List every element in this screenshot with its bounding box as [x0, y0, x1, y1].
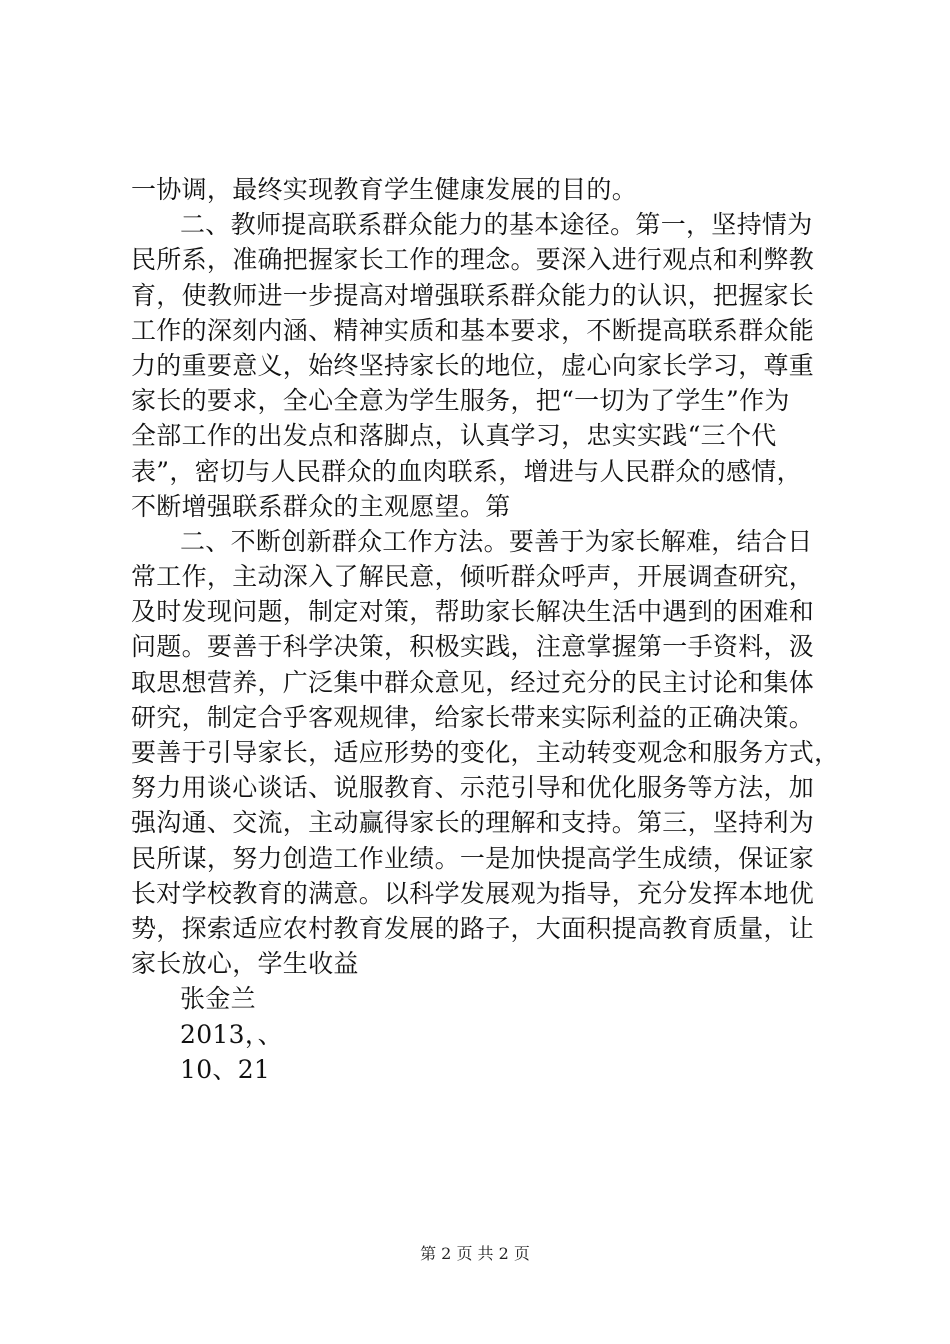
text-line: 及时发现问题，制定对策，帮助家长解决生活中遇到的困难和	[131, 597, 815, 627]
text-line: 民所谋，努力创造工作业绩。一是加快提高学生成绩，保证家	[131, 843, 815, 873]
text-line: 要善于引导家长，适应形势的变化，主动转变观念和服务方式，	[131, 738, 840, 767]
text-line: 全部工作的出发点和落脚点，认真学习，忠实实践“三个代	[131, 421, 777, 451]
date-month-day: 10、21	[180, 1054, 271, 1084]
paragraph-start-line: 二、不断创新群众工作方法。要善于为家长解难，结合日	[180, 526, 813, 556]
text-line: 不断增强联系群众的主观愿望。第	[131, 491, 511, 521]
text-line: 研究，制定合乎客观规律，给家长带来实际利益的正确决策。	[131, 702, 815, 732]
text-line: 一协调，最终实现教育学生健康发展的目的。	[131, 175, 638, 204]
text-line: 强沟通、交流，主动赢得家长的理解和支持。第三，坚持利为	[131, 808, 815, 838]
text-line: 努力用谈心谈话、说服教育、示范引导和优化服务等方法，加	[131, 773, 815, 803]
author-signature: 张金兰	[180, 984, 256, 1014]
date-year: 2013，、	[180, 1019, 283, 1049]
document-body	[131, 172, 840, 1087]
text-line: 工作的深刻内涵、精神实质和基本要求，不断提高联系群众能	[131, 315, 815, 345]
text-line: 表”，密切与人民群众的血肉联系，增进与人民群众的感情，	[131, 456, 802, 486]
text-line: 家长放心，学生收益	[131, 949, 359, 979]
text-line: 问题。要善于科学决策，积极实践，注意掌握第一手资料，汲	[131, 632, 815, 662]
text-line: 育，使教师进一步提高对增强联系群众能力的认识，把握家长	[131, 280, 815, 310]
text-line: 取思想营养，广泛集中群众意见，经过充分的民主讨论和集体	[131, 667, 815, 697]
text-line: 力的重要意义，始终坚持家长的地位，虚心向家长学习，尊重	[131, 350, 815, 380]
page-number-footer: 第 2 页 共 2 页	[420, 1244, 530, 1263]
text-line: 势，探索适应农村教育发展的路子，大面积提高教育质量，让	[131, 913, 815, 943]
paragraph-start-line: 二、教师提高联系群众能力的基本途径。第一，坚持情为	[180, 210, 813, 240]
text-line: 家长的要求，全心全意为学生服务，把“一切为了学生”作为	[131, 386, 790, 416]
text-line: 常工作，主动深入了解民意，倾听群众呼声，开展调查研究，	[131, 562, 815, 592]
text-line: 长对学校教育的满意。以科学发展观为指导，充分发挥本地优	[131, 878, 815, 908]
text-line: 民所系，准确把握家长工作的理念。要深入进行观点和利弊教	[131, 245, 815, 275]
